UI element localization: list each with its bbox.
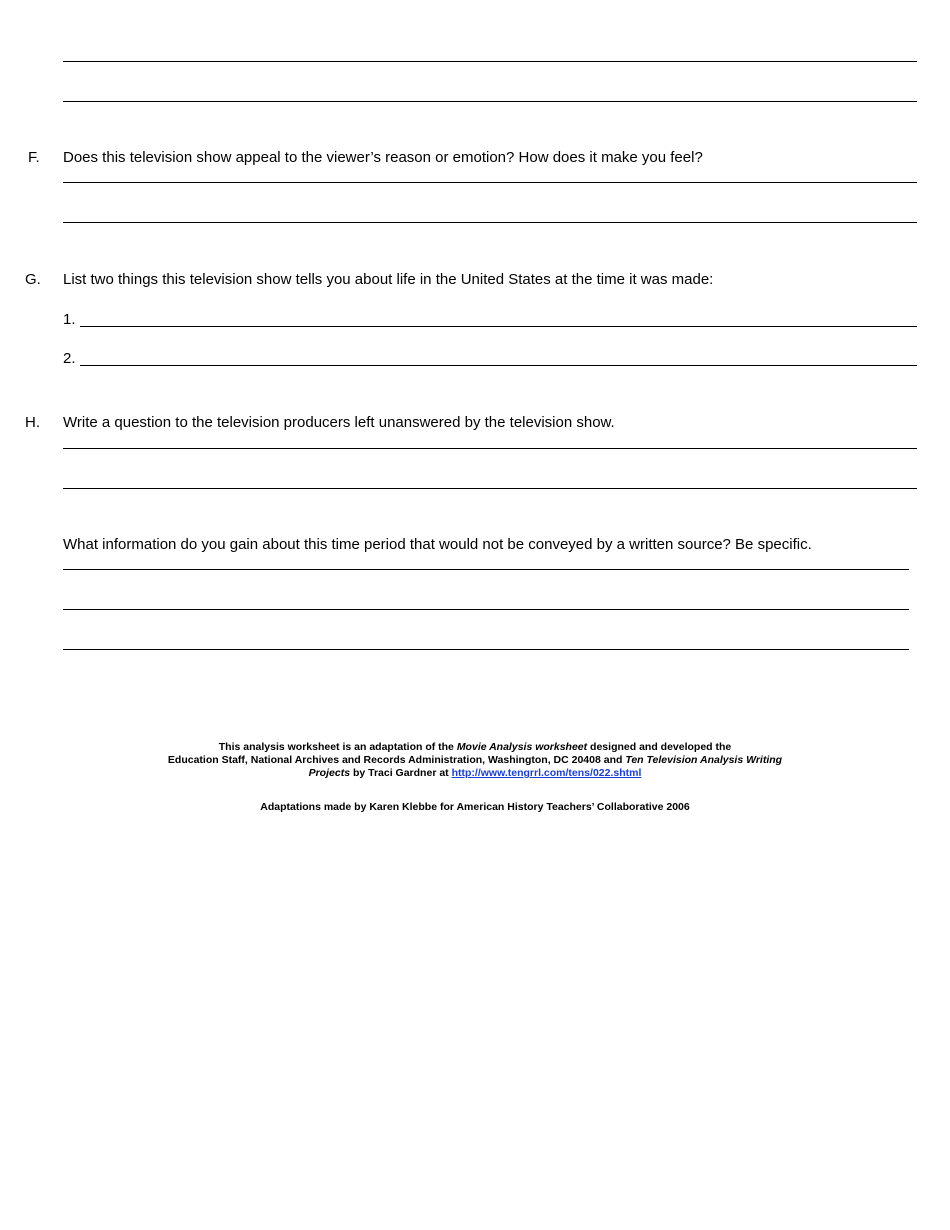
footer-line-3: Projects by Traci Gardner at http://www.tengrrl.com/tens/022.shtml bbox=[308, 767, 642, 779]
section-g-question: List two things this television show tells you about life in the United States at the time it was made: bbox=[63, 271, 714, 288]
answer-line[interactable] bbox=[63, 649, 909, 650]
item-number: 1. bbox=[63, 311, 76, 328]
section-h-letter: H. bbox=[25, 414, 40, 431]
answer-line[interactable] bbox=[63, 182, 917, 183]
answer-line[interactable] bbox=[63, 569, 909, 570]
answer-line[interactable] bbox=[63, 222, 917, 223]
item-number: 2. bbox=[63, 350, 76, 367]
answer-line[interactable] bbox=[80, 326, 917, 327]
answer-line[interactable] bbox=[63, 609, 909, 610]
answer-line[interactable] bbox=[63, 448, 917, 449]
source-link[interactable]: http://www.tengrrl.com/tens/022.shtml bbox=[451, 767, 642, 779]
footer-credits bbox=[0, 741, 950, 780]
footer-line-2: Education Staff, National Archives and Records Administration, Washington, DC 20408 and Ten Television Analysis Writing bbox=[167, 754, 783, 766]
section-f-letter: F. bbox=[28, 149, 40, 166]
answer-line[interactable] bbox=[63, 488, 917, 489]
extra-question: What information do you gain about this time period that would not be conveyed by a written source? Be specific. bbox=[63, 536, 812, 553]
section-h-question: Write a question to the television producers left unanswered by the television show. bbox=[63, 414, 615, 431]
answer-line[interactable] bbox=[63, 101, 917, 102]
footer-line-1: This analysis worksheet is an adaptation of the Movie Analysis worksheet designed and developed the bbox=[218, 741, 732, 753]
section-g-letter: G. bbox=[25, 271, 41, 288]
adaptation-credit: Adaptations made by Karen Klebbe for American History Teachers’ Collaborative 2006 bbox=[260, 801, 690, 813]
section-f-question: Does this television show appeal to the viewer’s reason or emotion? How does it make you feel? bbox=[63, 149, 703, 166]
answer-line[interactable] bbox=[63, 61, 917, 62]
answer-line[interactable] bbox=[80, 365, 917, 366]
